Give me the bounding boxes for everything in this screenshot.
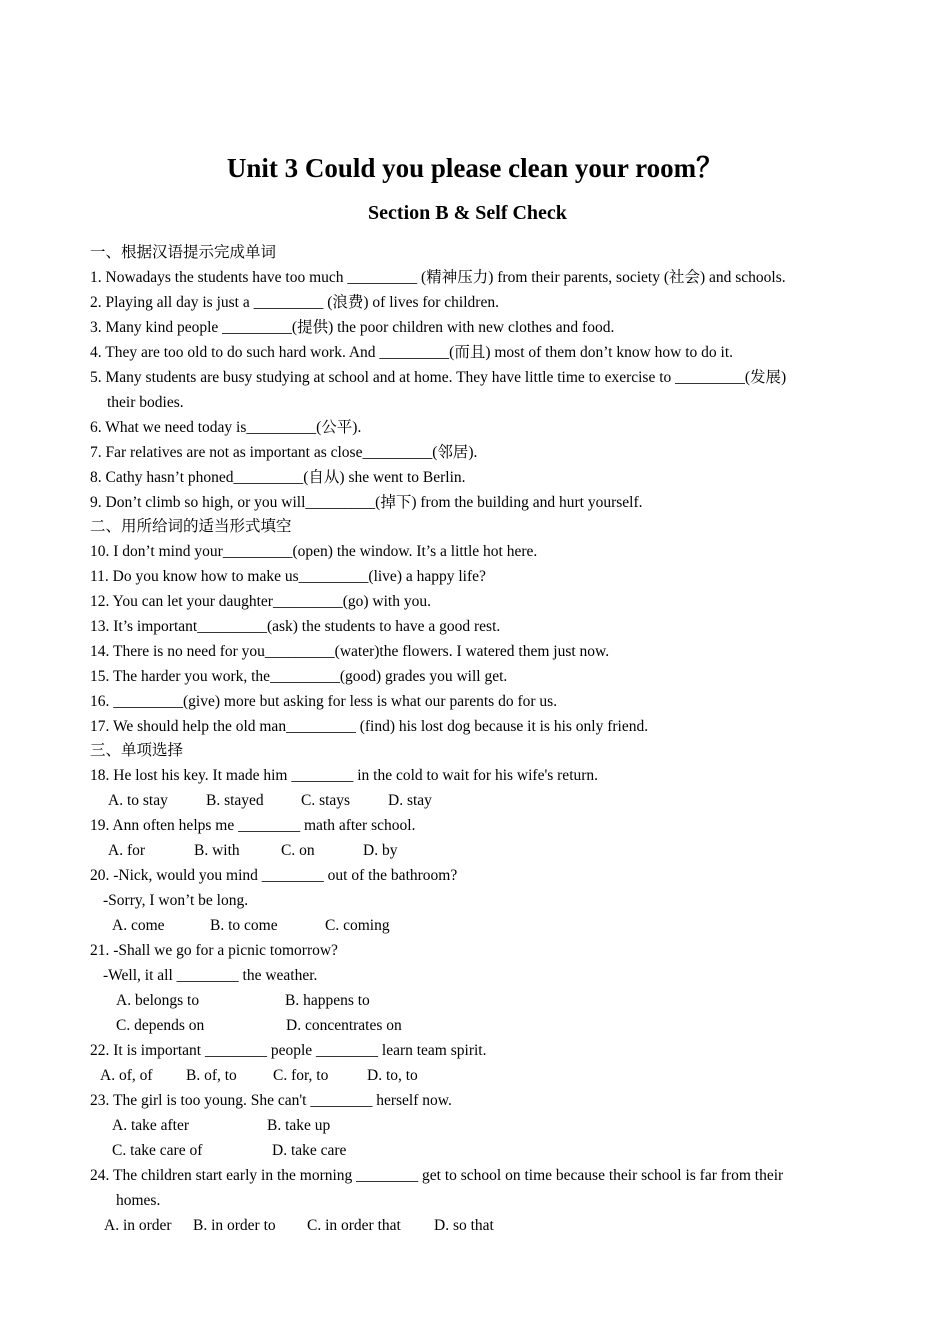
question-23: 23. The girl is too young. She can't ________ herself now. — [90, 1092, 452, 1109]
section-1-heading: 一、根据汉语提示完成单词 — [90, 244, 277, 261]
page-subtitle: Section B & Self Check — [368, 202, 567, 224]
question-21: 21. -Shall we go for a picnic tomorrow? — [90, 942, 338, 959]
section-2-heading: 二、用所给词的适当形式填空 — [90, 518, 292, 535]
option-a: A. to stay — [108, 792, 168, 809]
question-20: 20. -Nick, would you mind ________ out of the bathroom? — [90, 867, 458, 884]
question-12: 12. You can let your daughter_________(go) with you. — [90, 593, 431, 610]
question-17: 17. We should help the old man_________ (find) his lost dog because it is his only friend. — [90, 718, 649, 735]
question-14: 14. There is no need for you_________(water)the flowers. I watered them just now. — [90, 643, 610, 660]
option-a: A. for — [108, 842, 146, 859]
question-9: 9. Don’t climb so high, or you will_________(掉下) from the building and hurt yourself. — [90, 494, 643, 511]
question-13: 13. It’s important_________(ask) the students to have a good rest. — [90, 618, 501, 635]
option-b: B. happens to — [285, 992, 370, 1009]
option-c: C. on — [281, 842, 315, 859]
option-a: A. take after — [112, 1117, 190, 1134]
option-d: D. stay — [388, 792, 432, 809]
question-5: 5. Many students are busy studying at school and at home. They have little time to exercise to _________(发展) — [90, 369, 787, 386]
question-4: 4. They are too old to do such hard work. And _________(而且) most of them don’t know how to do it. — [90, 344, 734, 361]
option-a: A. come — [112, 917, 165, 934]
option-c: C. for, to — [273, 1067, 329, 1084]
option-b: B. to come — [210, 917, 278, 934]
question-3: 3. Many kind people _________(提供) the poor children with new clothes and food. — [90, 319, 615, 336]
option-c: C. stays — [301, 792, 351, 809]
question-1: 1. Nowadays the students have too much _________ (精神压力) from their parents, society (社会) and schools. — [90, 269, 786, 286]
option-d: D. so that — [434, 1217, 494, 1234]
option-d: D. concentrates on — [286, 1017, 402, 1034]
question-22: 22. It is important ________ people ________ learn team spirit. — [90, 1042, 487, 1059]
option-b: B. take up — [267, 1117, 331, 1134]
question-21-reply: -Well, it all ________ the weather. — [103, 967, 318, 984]
option-a: A. belongs to — [116, 992, 200, 1009]
option-c: C. in order that — [307, 1217, 401, 1234]
option-b: B. with — [194, 842, 240, 859]
question-15: 15. The harder you work, the_________(good) grades you will get. — [90, 668, 508, 685]
question-18: 18. He lost his key. It made him ________ in the cold to wait for his wife's return. — [90, 767, 599, 784]
question-20-reply: -Sorry, I won’t be long. — [103, 892, 249, 909]
option-b: B. of, to — [186, 1067, 237, 1084]
option-b: B. in order to — [193, 1217, 276, 1234]
option-c: C. depends on — [116, 1017, 205, 1034]
question-8: 8. Cathy hasn’t phoned_________(自从) she went to Berlin. — [90, 469, 466, 486]
option-a: A. of, of — [100, 1067, 153, 1084]
question-16: 16. _________(give) more but asking for less is what our parents do for us. — [90, 693, 558, 710]
question-5-continued: their bodies. — [107, 394, 184, 411]
option-c: C. coming — [325, 917, 390, 934]
option-c: C. take care of — [112, 1142, 203, 1159]
option-b: B. stayed — [206, 792, 264, 809]
question-11: 11. Do you know how to make us_________(live) a happy life? — [90, 568, 486, 585]
question-2: 2. Playing all day is just a _________ (浪费) of lives for children. — [90, 294, 499, 311]
question-10: 10. I don’t mind your_________(open) the window. It’s a little hot here. — [90, 543, 538, 560]
section-3-heading: 三、单项选择 — [90, 742, 184, 759]
question-19: 19. Ann often helps me ________ math after school. — [90, 817, 416, 834]
page-title: Unit 3 Could you please clean your room？ — [226, 153, 724, 183]
option-d: D. to, to — [367, 1067, 418, 1084]
option-d: D. by — [363, 842, 398, 859]
question-24-continued: homes. — [116, 1192, 161, 1209]
question-7: 7. Far relatives are not as important as close_________(邻居). — [90, 444, 478, 461]
option-a: A. in order — [104, 1217, 172, 1234]
option-d: D. take care — [272, 1142, 347, 1159]
question-24: 24. The children start early in the morning ________ get to school on time because their school is far from their — [90, 1167, 784, 1184]
question-6: 6. What we need today is_________(公平). — [90, 419, 362, 436]
